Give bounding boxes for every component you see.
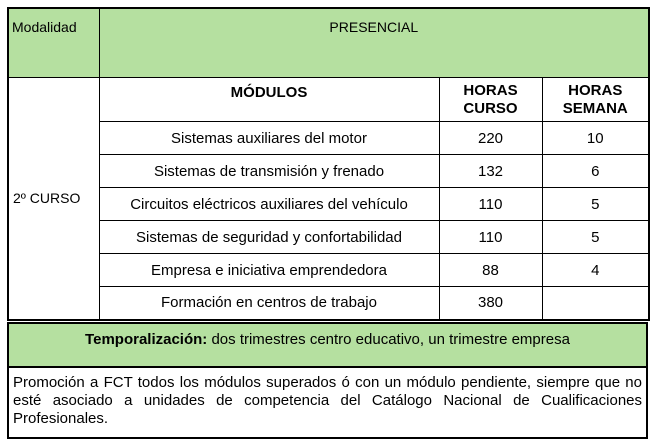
horas-curso-cell: 220 bbox=[439, 122, 542, 155]
col-header-horas-curso-line2: CURSO bbox=[463, 99, 518, 117]
horas-semana-cell: 6 bbox=[542, 155, 649, 188]
col-header-horas-semana bbox=[542, 78, 649, 122]
horas-curso-cell: 110 bbox=[439, 221, 542, 254]
table-row bbox=[8, 188, 649, 221]
horas-curso-cell: 110 bbox=[439, 188, 542, 221]
temporalizacion-box bbox=[7, 322, 648, 368]
col-header-horas-semana-line2: SEMANA bbox=[562, 99, 628, 117]
horas-curso-cell: 132 bbox=[439, 155, 542, 188]
horas-semana-cell: 10 bbox=[542, 122, 649, 155]
modalidad-label: Modalidad bbox=[8, 8, 99, 78]
modulo-cell: Sistemas de seguridad y confortabilidad bbox=[99, 221, 439, 254]
curso-label: 2º CURSO bbox=[8, 78, 99, 320]
horas-curso-cell: 88 bbox=[439, 254, 542, 287]
curriculum-table-wrapper bbox=[7, 7, 648, 321]
horas-semana-cell: 4 bbox=[542, 254, 649, 287]
curriculum-table bbox=[7, 7, 650, 321]
table-row bbox=[8, 254, 649, 287]
temporalizacion-text: dos trimestres centro educativo, un trimestre empresa bbox=[207, 331, 570, 348]
col-header-horas-curso bbox=[439, 78, 542, 122]
promocion-box bbox=[7, 366, 648, 439]
modulo-cell: Sistemas de transmisión y frenado bbox=[99, 155, 439, 188]
table-row bbox=[8, 122, 649, 155]
horas-curso-cell: 380 bbox=[439, 287, 542, 320]
modulo-cell: Formación en centros de trabajo bbox=[99, 287, 439, 320]
temporalizacion-label: Temporalización: bbox=[85, 331, 208, 348]
table-row bbox=[8, 155, 649, 188]
horas-semana-cell: 5 bbox=[542, 188, 649, 221]
col-header-modulos: MÓDULOS bbox=[99, 78, 439, 122]
modulo-cell: Sistemas auxiliares del motor bbox=[99, 122, 439, 155]
table-row bbox=[8, 221, 649, 254]
modulo-cell: Empresa e iniciativa emprendedora bbox=[99, 254, 439, 287]
horas-semana-cell: 5 bbox=[542, 221, 649, 254]
promocion-text: Promoción a FCT todos los módulos superados ó con un módulo pendiente, siempre que no esté asociado a unidades de competencia del Catálogo Nacional de Cualificaciones Profesionales. bbox=[13, 374, 642, 427]
col-header-horas-semana-line1: HORAS bbox=[568, 81, 623, 99]
horas-semana-cell bbox=[542, 287, 649, 320]
col-header-horas-curso-line1: HORAS bbox=[463, 81, 518, 99]
modalidad-value: PRESENCIAL bbox=[99, 8, 649, 78]
modulo-cell: Circuitos eléctricos auxiliares del vehículo bbox=[99, 188, 439, 221]
table-row bbox=[8, 287, 649, 320]
